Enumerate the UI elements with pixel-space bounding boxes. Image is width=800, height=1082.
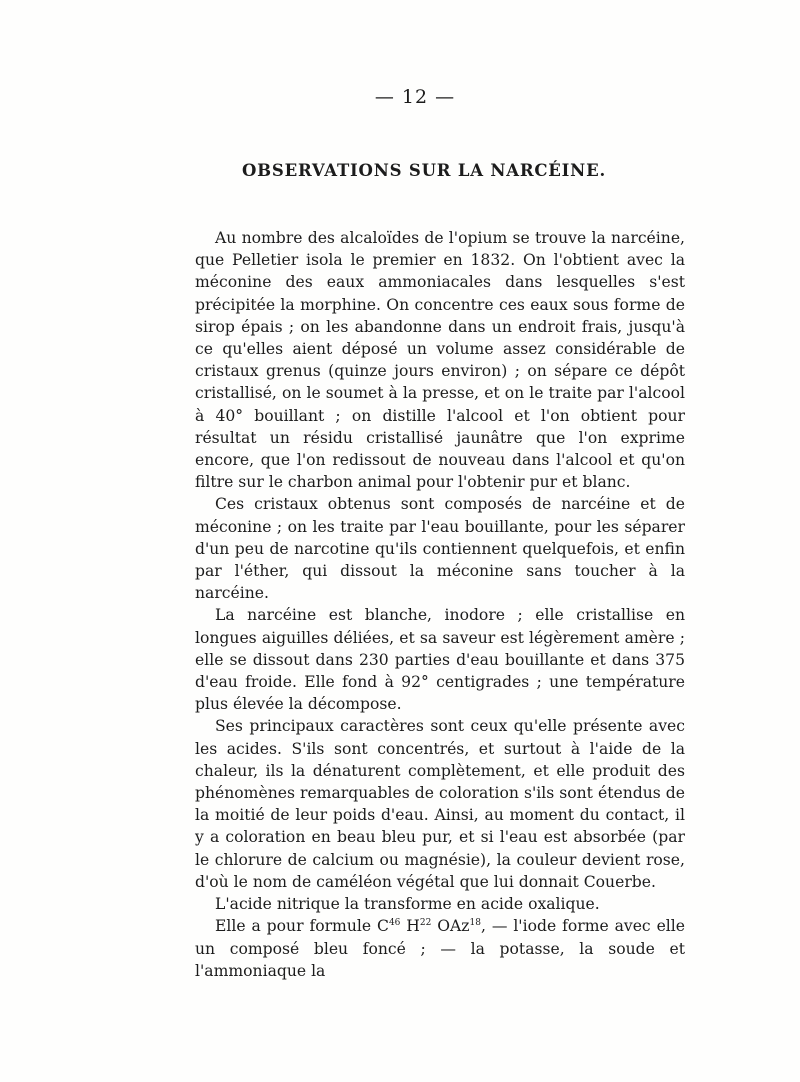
paragraph: L'acide nitrique la transforme en acide oxalique. bbox=[215, 895, 600, 914]
formula-suffix: , — l'iode forme avec elle un composé bleu foncé ; — la potasse, la soude et l'ammoniaque la bbox=[195, 917, 686, 980]
paragraph: Au nombre des alcaloïdes de l'opium se trouve la narcéine, que Pelletier isola le premier en 1832. On l'obtient avec la méconine des eaux ammoniacales dans lesquelles s'est précipitée la morphine. On concentre ces eaux sous forme de sirop épais ; on les abandonne dans un endroit frais, jusqu'à ce qu'elles aient déposé un volume assez considérable de cristaux grenus (quinze jours environ) ; on sépare ce dépôt cristallisé, on le soumet à la presse, et on le traite par l'alcool à 40° bouillant ; on distille l'alcool et l'on obtient pour résultat un résidu cristallisé jaunâtre que l'on exprime encore, que l'on redissout de nouveau dans l'alcool et qu'on filtre sur le charbon animal pour l'obtenir pur et blanc. bbox=[195, 229, 685, 492]
page-title: OBSERVATIONS SUR LA NARCÉINE. bbox=[241, 161, 606, 180]
formula-prefix: Elle a pour formule C bbox=[215, 917, 389, 936]
formula-paragraph bbox=[195, 915, 685, 982]
paragraph: La narcéine est blanche, inodore ; elle cristallise en longues aiguilles déliées, et sa saveur est légèrement amère ; elle se dissout dans 230 parties d'eau bouillante et dans 375 d'eau froide. Elle fond à 92° centigrades ; une température plus élevée la décompose. bbox=[195, 606, 685, 714]
hydrogen-symbol: H bbox=[400, 917, 420, 936]
paragraph: Ces cristaux obtenus sont composés de narcéine et de méconine ; on les traite par l'eau bouillante, pour les séparer d'un peu de narcotine qu'ils contiennent quelquefois, et enfin par l'éther, qui dissout la méconine sans toucher à la narcéine. bbox=[195, 495, 685, 603]
paragraph: Ses principaux caractères sont ceux qu'elle présente avec les acides. S'ils sont concentrés, et surtout à l'aide de la chaleur, ils la dénaturent complètement, et elle produit des phénomènes remarquables de coloration s'ils sont étendus de la moitié de leur poids d'eau. Ainsi, au moment du contact, il y a coloration en beau bleu pur, et si l'eau est absorbée (par le chlorure de calcium ou magnésie), la couleur devient rose, d'où le nom de caméléon végétal que lui donnait Couerbe. bbox=[195, 717, 685, 891]
hydrogen-exponent: 22 bbox=[419, 918, 432, 929]
oaz-exponent: 18 bbox=[469, 918, 481, 929]
carbon-exponent: 46 bbox=[388, 918, 401, 929]
page-number: — 12 — bbox=[374, 86, 456, 108]
oaz-symbol: OAz bbox=[431, 917, 470, 936]
body-text bbox=[195, 227, 685, 982]
